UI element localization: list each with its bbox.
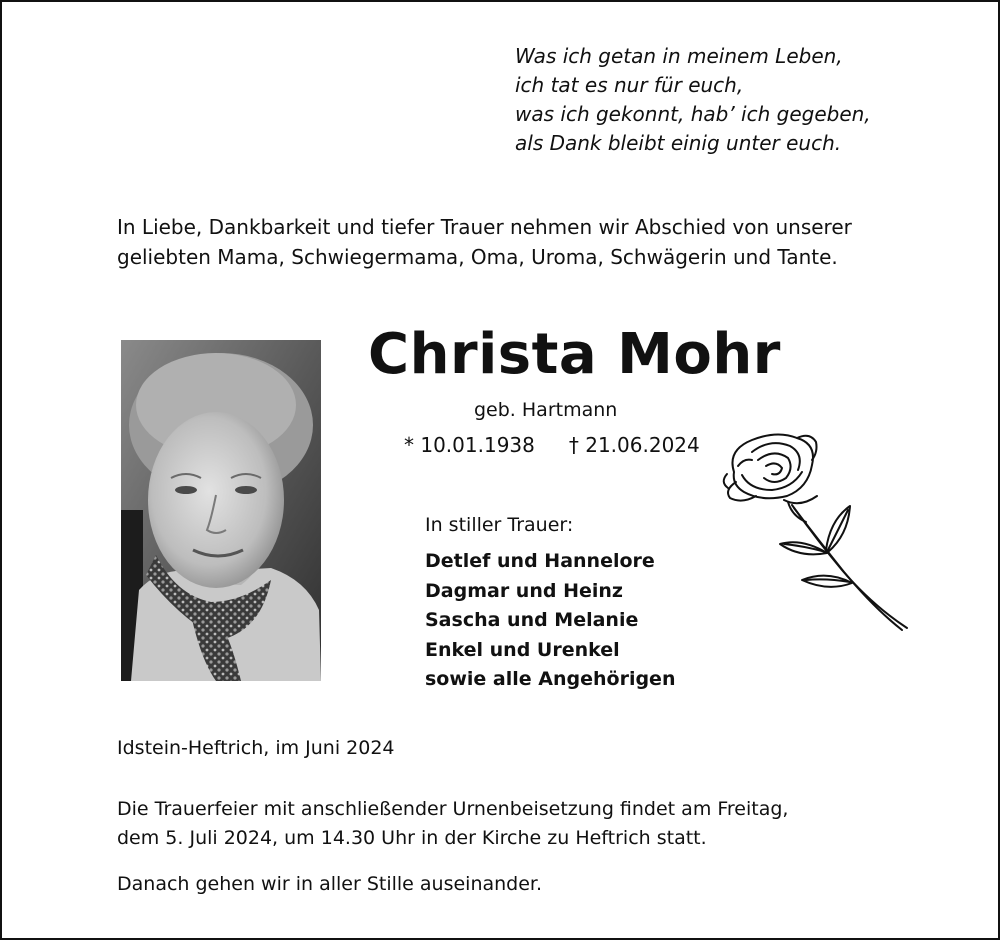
mourner-entry: Enkel und Urenkel: [425, 638, 620, 661]
poem-line: Was ich getan in meinem Leben,: [515, 44, 843, 68]
life-dates: [404, 431, 700, 459]
mourner-entry: Detlef und Hannelore: [425, 550, 655, 572]
place-and-date: Idstein-Heftrich, im Juni 2024: [117, 737, 395, 759]
portrait-photo: [121, 340, 321, 681]
mourner-entry: Sascha und Melanie: [425, 609, 639, 631]
ceremony-info: [117, 795, 788, 853]
intro-text: [117, 212, 877, 272]
ceremony-line: Die Trauerfeier mit anschließender Urnenbeisetzung findet am Freitag,: [117, 798, 789, 820]
ceremony-line: dem 5. Juli 2024, um 14.30 Uhr in der Kirche zu Heftrich statt.: [117, 827, 707, 849]
mourning-label: In stiller Trauer:: [425, 514, 574, 536]
rose-icon: [722, 430, 912, 635]
mourner-entry: sowie alle Angehörigen: [425, 668, 676, 690]
poem-line: was ich gekonnt, hab’ ich gegeben,: [515, 102, 871, 126]
poem-line: als Dank bleibt einig unter euch.: [515, 131, 842, 155]
maiden-name: geb. Hartmann: [474, 399, 618, 421]
intro-line: In Liebe, Dankbarkeit und tiefer Trauer nehmen wir Abschied von unserer: [117, 215, 852, 239]
closing-text: Danach gehen wir in aller Stille auseinander.: [117, 873, 543, 895]
mourners-list: [425, 547, 675, 695]
deceased-name: Christa Mohr: [368, 322, 781, 387]
poem-line: ich tat es nur für euch,: [515, 73, 744, 97]
intro-line: geliebten Mama, Schwiegermama, Oma, Uroma, Schwägerin und Tante.: [117, 245, 838, 269]
poem: [515, 42, 871, 158]
death-date: † 21.06.2024: [568, 433, 700, 457]
birth-date: * 10.01.1938: [404, 433, 535, 457]
mourner-entry: Dagmar und Heinz: [425, 579, 623, 602]
